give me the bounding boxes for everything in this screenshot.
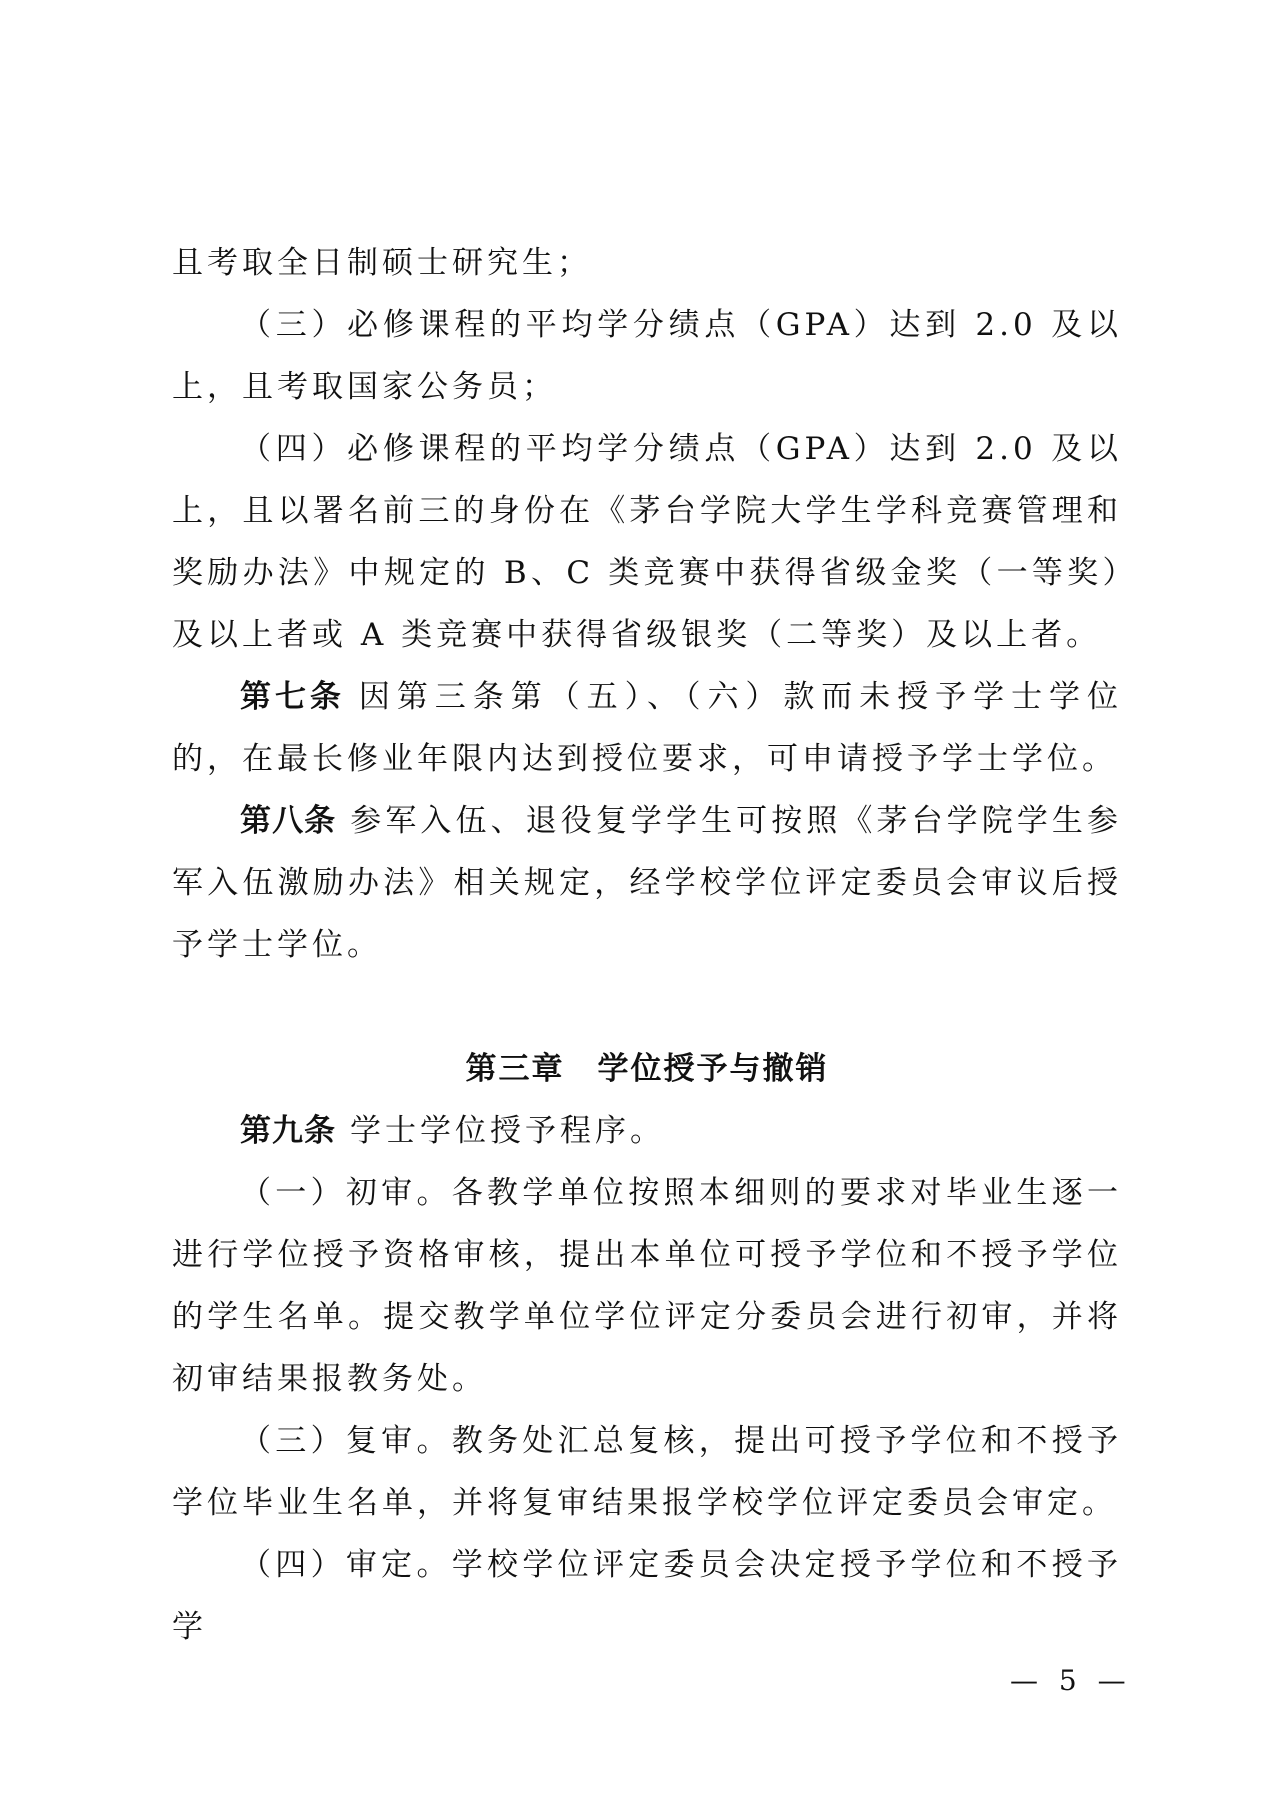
article-7	[172, 666, 1122, 790]
chapter-title: 第三章 学位授予与撤销	[465, 1051, 829, 1087]
article-8-text: 参军入伍、退役复学学生可按照《茅台学院学生参军入伍激励办法》相关规定，经学校学位评定委员会审议后授予学士学位。	[172, 803, 1122, 963]
article-7-label: 第七条	[240, 679, 345, 715]
section-spacer	[172, 976, 1122, 1038]
paragraph-item-4: （四）必修课程的平均学分绩点（GPA）达到 2.0 及以上，且以署名前三的身份在《茅台学院大学生学科竞赛管理和奖励办法》中规定的 B、C 类竞赛中获得省级金奖（一等奖）及以上者或 A 类竞赛中获得省级银奖（二等奖）及以上者。	[172, 431, 1122, 653]
article-9-text: 学士学位授予程序。	[350, 1113, 665, 1149]
paragraph-continuation: 且考取全日制硕士研究生；	[172, 245, 592, 281]
article-9	[172, 1100, 1122, 1162]
procedure-final-approval: （四）审定。学校学位评定委员会决定授予学位和不授予学	[172, 1547, 1122, 1645]
article-8-label: 第八条	[240, 803, 337, 839]
procedure-initial-review: （一）初审。各教学单位按照本细则的要求对毕业生逐一进行学位授予资格审核，提出本单位可授予学位和不授予学位的学生名单。提交教学单位学位评定分委员会进行初审，并将初审结果报教务处。	[172, 1175, 1122, 1397]
article-9-label: 第九条	[240, 1113, 336, 1149]
article-8	[172, 790, 1122, 976]
document-body	[172, 232, 1122, 1658]
paragraph-item-3: （三）必修课程的平均学分绩点（GPA）达到 2.0 及以上，且考取国家公务员；	[172, 307, 1122, 405]
article-7-text: 因第三条第（五）、（六）款而未授予学士学位的，在最长修业年限内达到授位要求，可申请授予学士学位。	[172, 679, 1123, 777]
procedure-second-review: （三）复审。教务处汇总复核，提出可授予学位和不授予学位毕业生名单，并将复审结果报学校学位评定委员会审定。	[172, 1423, 1122, 1521]
page-number: — 5 —	[1010, 1664, 1132, 1697]
